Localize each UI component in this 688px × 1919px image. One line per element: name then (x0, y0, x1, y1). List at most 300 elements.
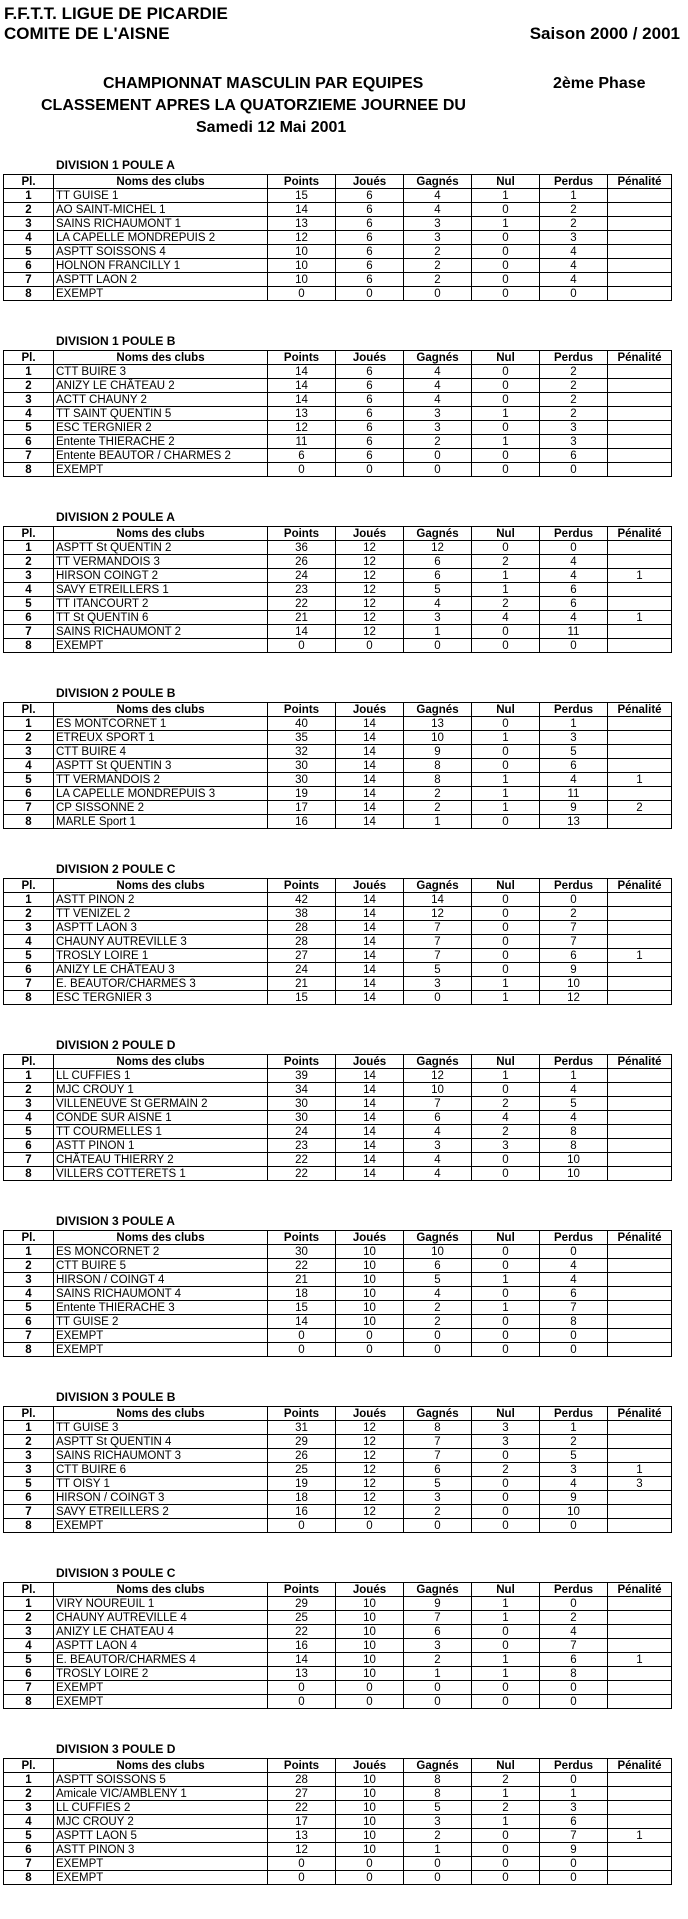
cell-rank: 1 (4, 365, 54, 379)
cell-club: ANIZY LE CHÂTEAU 2 (54, 379, 268, 393)
cell-draw: 0 (472, 815, 540, 829)
cell-points: 21 (268, 977, 336, 991)
cell-won: 12 (404, 541, 472, 555)
cell-club: SAINS RICHAUMONT 1 (54, 217, 268, 231)
cell-points: 10 (268, 259, 336, 273)
cell-penalty (608, 435, 672, 449)
cell-points: 26 (268, 555, 336, 569)
cell-club: ASPTT SOISSONS 4 (54, 245, 268, 259)
cell-draw: 0 (472, 1287, 540, 1301)
cell-draw: 0 (472, 935, 540, 949)
cell-rank: 4 (4, 1287, 54, 1301)
cell-lost: 0 (540, 1681, 608, 1695)
column-header-points: Points (268, 1407, 336, 1421)
cell-draw: 0 (472, 259, 540, 273)
cell-won: 3 (404, 1639, 472, 1653)
cell-rank: 1 (4, 1069, 54, 1083)
column-header-played: Joués (336, 1583, 404, 1597)
cell-points: 18 (268, 1287, 336, 1301)
division-section-division-2-poule-a (3, 509, 672, 653)
cell-lost: 6 (540, 1815, 608, 1829)
cell-played: 14 (336, 991, 404, 1005)
cell-rank: 2 (4, 203, 54, 217)
cell-club: Entente THIERACHE 3 (54, 1301, 268, 1315)
column-header-played: Joués (336, 175, 404, 189)
table-row (4, 393, 672, 407)
cell-points: 22 (268, 1625, 336, 1639)
cell-draw: 1 (472, 977, 540, 991)
column-header-lost: Perdus (540, 1759, 608, 1773)
column-header-club: Noms des clubs (54, 527, 268, 541)
cell-penalty (608, 1871, 672, 1885)
cell-played: 14 (336, 815, 404, 829)
cell-won: 0 (404, 1519, 472, 1533)
cell-club: TT SAINT QUENTIN 5 (54, 407, 268, 421)
cell-rank: 8 (4, 1695, 54, 1709)
table-row (4, 435, 672, 449)
table-row (4, 1871, 672, 1885)
cell-club: ES MONCORNET 2 (54, 1245, 268, 1259)
cell-draw: 0 (472, 1153, 540, 1167)
cell-rank: 5 (4, 1477, 54, 1491)
column-header-lost: Perdus (540, 351, 608, 365)
table-row (4, 421, 672, 435)
cell-lost: 12 (540, 991, 608, 1005)
table-row (4, 1477, 672, 1491)
standings-table (3, 1230, 672, 1357)
cell-draw: 1 (472, 1787, 540, 1801)
cell-played: 6 (336, 231, 404, 245)
cell-club: HIRSON / COINGT 4 (54, 1273, 268, 1287)
cell-penalty (608, 815, 672, 829)
cell-lost: 2 (540, 203, 608, 217)
cell-won: 0 (404, 463, 472, 477)
cell-played: 10 (336, 1301, 404, 1315)
table-row (4, 1097, 672, 1111)
cell-points: 42 (268, 893, 336, 907)
column-header-rank: Pl. (4, 1055, 54, 1069)
table-header-row (4, 1583, 672, 1597)
cell-points: 19 (268, 1477, 336, 1491)
table-row (4, 203, 672, 217)
cell-played: 10 (336, 1315, 404, 1329)
cell-penalty (608, 935, 672, 949)
cell-club: CTT BUIRE 5 (54, 1259, 268, 1273)
cell-lost: 3 (540, 421, 608, 435)
cell-penalty (608, 217, 672, 231)
cell-rank: 2 (4, 1435, 54, 1449)
cell-points: 39 (268, 1069, 336, 1083)
division-title: DIVISION 3 POULE A (56, 1214, 175, 1228)
cell-penalty (608, 1069, 672, 1083)
cell-points: 12 (268, 421, 336, 435)
cell-penalty (608, 759, 672, 773)
cell-played: 14 (336, 935, 404, 949)
cell-rank: 1 (4, 1421, 54, 1435)
cell-club: TROSLY LOIRE 2 (54, 1667, 268, 1681)
cell-club: TT GUISE 1 (54, 189, 268, 203)
cell-points: 38 (268, 907, 336, 921)
cell-rank: 5 (4, 421, 54, 435)
cell-lost: 11 (540, 787, 608, 801)
cell-draw: 1 (472, 991, 540, 1005)
cell-lost: 4 (540, 259, 608, 273)
standings-table (3, 1758, 672, 1885)
cell-lost: 2 (540, 379, 608, 393)
cell-club: TT VERMANDOIS 2 (54, 773, 268, 787)
cell-lost: 3 (540, 231, 608, 245)
cell-rank: 4 (4, 1111, 54, 1125)
cell-rank: 7 (4, 1681, 54, 1695)
cell-draw: 2 (472, 555, 540, 569)
cell-penalty (608, 287, 672, 301)
column-header-points: Points (268, 703, 336, 717)
cell-penalty (608, 1505, 672, 1519)
column-header-draw: Nul (472, 1231, 540, 1245)
cell-lost: 10 (540, 977, 608, 991)
cell-rank: 1 (4, 1597, 54, 1611)
cell-penalty (608, 583, 672, 597)
cell-club: AO SAINT-MICHEL 1 (54, 203, 268, 217)
cell-played: 14 (336, 717, 404, 731)
cell-played: 10 (336, 1287, 404, 1301)
cell-draw: 0 (472, 1843, 540, 1857)
cell-draw: 0 (472, 1857, 540, 1871)
cell-penalty (608, 1519, 672, 1533)
cell-won: 2 (404, 435, 472, 449)
cell-lost: 7 (540, 935, 608, 949)
cell-rank: 8 (4, 463, 54, 477)
cell-won: 0 (404, 1871, 472, 1885)
cell-draw: 0 (472, 1639, 540, 1653)
cell-rank: 2 (4, 379, 54, 393)
cell-points: 10 (268, 245, 336, 259)
cell-club: EXEMPT (54, 1857, 268, 1871)
cell-penalty (608, 1695, 672, 1709)
cell-points: 13 (268, 217, 336, 231)
cell-draw: 0 (472, 1315, 540, 1329)
column-header-won: Gagnés (404, 1055, 472, 1069)
cell-points: 32 (268, 745, 336, 759)
cell-played: 6 (336, 203, 404, 217)
cell-lost: 11 (540, 625, 608, 639)
table-row (4, 463, 672, 477)
table-row (4, 717, 672, 731)
cell-won: 4 (404, 379, 472, 393)
cell-played: 6 (336, 217, 404, 231)
column-header-draw: Nul (472, 527, 540, 541)
cell-played: 12 (336, 569, 404, 583)
cell-played: 14 (336, 731, 404, 745)
cell-rank: 4 (4, 583, 54, 597)
column-header-won: Gagnés (404, 527, 472, 541)
table-row (4, 731, 672, 745)
table-row (4, 1519, 672, 1533)
cell-played: 10 (336, 1259, 404, 1273)
cell-club: E. BEAUTOR/CHARMES 3 (54, 977, 268, 991)
cell-played: 14 (336, 759, 404, 773)
cell-rank: 1 (4, 717, 54, 731)
table-row (4, 365, 672, 379)
cell-points: 12 (268, 1843, 336, 1857)
cell-rank: 5 (4, 1125, 54, 1139)
cell-penalty (608, 555, 672, 569)
table-row (4, 1435, 672, 1449)
season-label: Saison 2000 / 2001 (529, 24, 680, 43)
cell-won: 7 (404, 1435, 472, 1449)
cell-played: 10 (336, 1273, 404, 1287)
table-row (4, 611, 672, 625)
cell-won: 4 (404, 597, 472, 611)
cell-won: 2 (404, 273, 472, 287)
cell-club: TT GUISE 2 (54, 1315, 268, 1329)
table-header-row (4, 703, 672, 717)
cell-lost: 4 (540, 555, 608, 569)
table-row (4, 1245, 672, 1259)
cell-lost: 4 (540, 1111, 608, 1125)
cell-penalty (608, 273, 672, 287)
cell-club: HIRSON / COINGT 3 (54, 1491, 268, 1505)
cell-penalty: 1 (608, 1463, 672, 1477)
cell-rank: 2 (4, 907, 54, 921)
cell-draw: 1 (472, 1273, 540, 1287)
standings-table (3, 1582, 672, 1709)
cell-rank: 1 (4, 893, 54, 907)
cell-penalty (608, 1097, 672, 1111)
cell-points: 31 (268, 1421, 336, 1435)
column-header-lost: Perdus (540, 1055, 608, 1069)
cell-played: 12 (336, 1505, 404, 1519)
cell-played: 6 (336, 189, 404, 203)
cell-club: HOLNON FRANCILLY 1 (54, 259, 268, 273)
cell-rank: 6 (4, 1843, 54, 1857)
column-header-rank: Pl. (4, 527, 54, 541)
cell-club: HIRSON COINGT 2 (54, 569, 268, 583)
cell-played: 6 (336, 245, 404, 259)
cell-club: EXEMPT (54, 1329, 268, 1343)
cell-points: 12 (268, 231, 336, 245)
cell-rank: 2 (4, 1259, 54, 1273)
column-header-rank: Pl. (4, 351, 54, 365)
column-header-lost: Perdus (540, 1231, 608, 1245)
cell-won: 7 (404, 1449, 472, 1463)
cell-played: 10 (336, 1801, 404, 1815)
column-header-played: Joués (336, 351, 404, 365)
cell-played: 12 (336, 1449, 404, 1463)
table-row (4, 963, 672, 977)
cell-played: 10 (336, 1787, 404, 1801)
cell-penalty (608, 1245, 672, 1259)
table-row (4, 1069, 672, 1083)
cell-draw: 0 (472, 759, 540, 773)
cell-draw: 1 (472, 435, 540, 449)
cell-draw: 0 (472, 639, 540, 653)
cell-played: 10 (336, 1829, 404, 1843)
cell-played: 0 (336, 1681, 404, 1695)
cell-draw: 1 (472, 1611, 540, 1625)
table-row (4, 245, 672, 259)
cell-club: Entente BEAUTOR / CHARMES 2 (54, 449, 268, 463)
cell-won: 3 (404, 217, 472, 231)
table-row (4, 815, 672, 829)
cell-played: 10 (336, 1597, 404, 1611)
cell-played: 12 (336, 555, 404, 569)
table-row (4, 921, 672, 935)
table-row (4, 625, 672, 639)
cell-won: 6 (404, 569, 472, 583)
cell-penalty (608, 1625, 672, 1639)
cell-lost: 0 (540, 1519, 608, 1533)
table-row (4, 1857, 672, 1871)
cell-lost: 4 (540, 1273, 608, 1287)
cell-penalty: 1 (608, 569, 672, 583)
cell-won: 5 (404, 1273, 472, 1287)
cell-lost: 4 (540, 773, 608, 787)
cell-played: 0 (336, 1857, 404, 1871)
cell-won: 5 (404, 583, 472, 597)
cell-won: 2 (404, 1505, 472, 1519)
cell-draw: 0 (472, 449, 540, 463)
table-row (4, 787, 672, 801)
column-header-points: Points (268, 1055, 336, 1069)
cell-club: ASPTT St QUENTIN 2 (54, 541, 268, 555)
column-header-played: Joués (336, 1055, 404, 1069)
cell-points: 14 (268, 393, 336, 407)
cell-lost: 10 (540, 1167, 608, 1181)
cell-won: 0 (404, 449, 472, 463)
cell-rank: 6 (4, 1667, 54, 1681)
cell-rank: 2 (4, 1611, 54, 1625)
cell-points: 15 (268, 991, 336, 1005)
cell-club: ES MONTCORNET 1 (54, 717, 268, 731)
column-header-club: Noms des clubs (54, 1055, 268, 1069)
cell-club: LL CUFFIES 2 (54, 1801, 268, 1815)
column-header-club: Noms des clubs (54, 879, 268, 893)
table-row (4, 1421, 672, 1435)
table-header-row (4, 527, 672, 541)
cell-played: 12 (336, 611, 404, 625)
cell-rank: 1 (4, 1245, 54, 1259)
cell-club: ANIZY LE CHATEAU 4 (54, 1625, 268, 1639)
cell-points: 23 (268, 1139, 336, 1153)
cell-penalty (608, 1857, 672, 1871)
cell-draw: 0 (472, 421, 540, 435)
cell-lost: 3 (540, 731, 608, 745)
phase-label: 2ème Phase (553, 75, 646, 92)
column-header-rank: Pl. (4, 1759, 54, 1773)
column-header-points: Points (268, 879, 336, 893)
cell-club: ETREUX SPORT 1 (54, 731, 268, 745)
table-row (4, 1111, 672, 1125)
cell-draw: 1 (472, 189, 540, 203)
column-header-won: Gagnés (404, 1759, 472, 1773)
cell-draw: 0 (472, 1829, 540, 1843)
column-header-club: Noms des clubs (54, 351, 268, 365)
cell-lost: 2 (540, 217, 608, 231)
table-row (4, 1287, 672, 1301)
cell-points: 16 (268, 815, 336, 829)
table-row (4, 1315, 672, 1329)
cell-played: 10 (336, 1653, 404, 1667)
cell-draw: 1 (472, 787, 540, 801)
column-header-club: Noms des clubs (54, 1407, 268, 1421)
cell-won: 2 (404, 259, 472, 273)
cell-draw: 1 (472, 1667, 540, 1681)
cell-rank: 4 (4, 935, 54, 949)
cell-played: 0 (336, 639, 404, 653)
division-title: DIVISION 3 POULE B (56, 1390, 176, 1404)
column-header-rank: Pl. (4, 1231, 54, 1245)
cell-won: 9 (404, 745, 472, 759)
cell-draw: 0 (472, 1083, 540, 1097)
cell-club: E. BEAUTOR/CHARMES 4 (54, 1653, 268, 1667)
cell-won: 1 (404, 1667, 472, 1681)
cell-draw: 0 (472, 1625, 540, 1639)
cell-played: 12 (336, 1435, 404, 1449)
cell-draw: 1 (472, 583, 540, 597)
cell-club: CHÂTEAU THIERRY 2 (54, 1153, 268, 1167)
cell-draw: 1 (472, 1597, 540, 1611)
column-header-rank: Pl. (4, 1407, 54, 1421)
cell-won: 8 (404, 1773, 472, 1787)
cell-lost: 6 (540, 449, 608, 463)
cell-lost: 0 (540, 1773, 608, 1787)
cell-penalty (608, 1153, 672, 1167)
cell-won: 12 (404, 907, 472, 921)
cell-club: EXEMPT (54, 1519, 268, 1533)
division-title: DIVISION 2 POULE A (56, 510, 175, 524)
column-header-draw: Nul (472, 703, 540, 717)
cell-played: 14 (336, 893, 404, 907)
cell-points: 10 (268, 273, 336, 287)
cell-rank: 5 (4, 245, 54, 259)
cell-club: CHAUNY AUTREVILLE 4 (54, 1611, 268, 1625)
cell-won: 7 (404, 1611, 472, 1625)
cell-won: 2 (404, 245, 472, 259)
standings-table (3, 1054, 672, 1181)
cell-won: 9 (404, 1597, 472, 1611)
cell-lost: 6 (540, 759, 608, 773)
cell-points: 22 (268, 1801, 336, 1815)
cell-lost: 2 (540, 1435, 608, 1449)
cell-points: 0 (268, 639, 336, 653)
cell-draw: 0 (472, 1519, 540, 1533)
cell-lost: 9 (540, 963, 608, 977)
table-row (4, 1639, 672, 1653)
division-title: DIVISION 3 POULE C (56, 1566, 176, 1580)
cell-won: 6 (404, 1259, 472, 1273)
committee-title: COMITE DE L'AISNE (4, 24, 170, 43)
cell-played: 14 (336, 745, 404, 759)
table-row (4, 273, 672, 287)
cell-lost: 7 (540, 1829, 608, 1843)
table-row (4, 1667, 672, 1681)
cell-lost: 5 (540, 1449, 608, 1463)
cell-played: 12 (336, 541, 404, 555)
standings-table (3, 1406, 672, 1533)
cell-lost: 8 (540, 1315, 608, 1329)
table-row (4, 1695, 672, 1709)
division-section-division-1-poule-a (3, 157, 672, 301)
cell-played: 10 (336, 1773, 404, 1787)
cell-club: LL CUFFIES 1 (54, 1069, 268, 1083)
table-row (4, 259, 672, 273)
cell-club: SAVY ETREILLERS 2 (54, 1505, 268, 1519)
table-row (4, 1815, 672, 1829)
cell-rank: 8 (4, 287, 54, 301)
cell-rank: 4 (4, 1815, 54, 1829)
cell-won: 4 (404, 365, 472, 379)
